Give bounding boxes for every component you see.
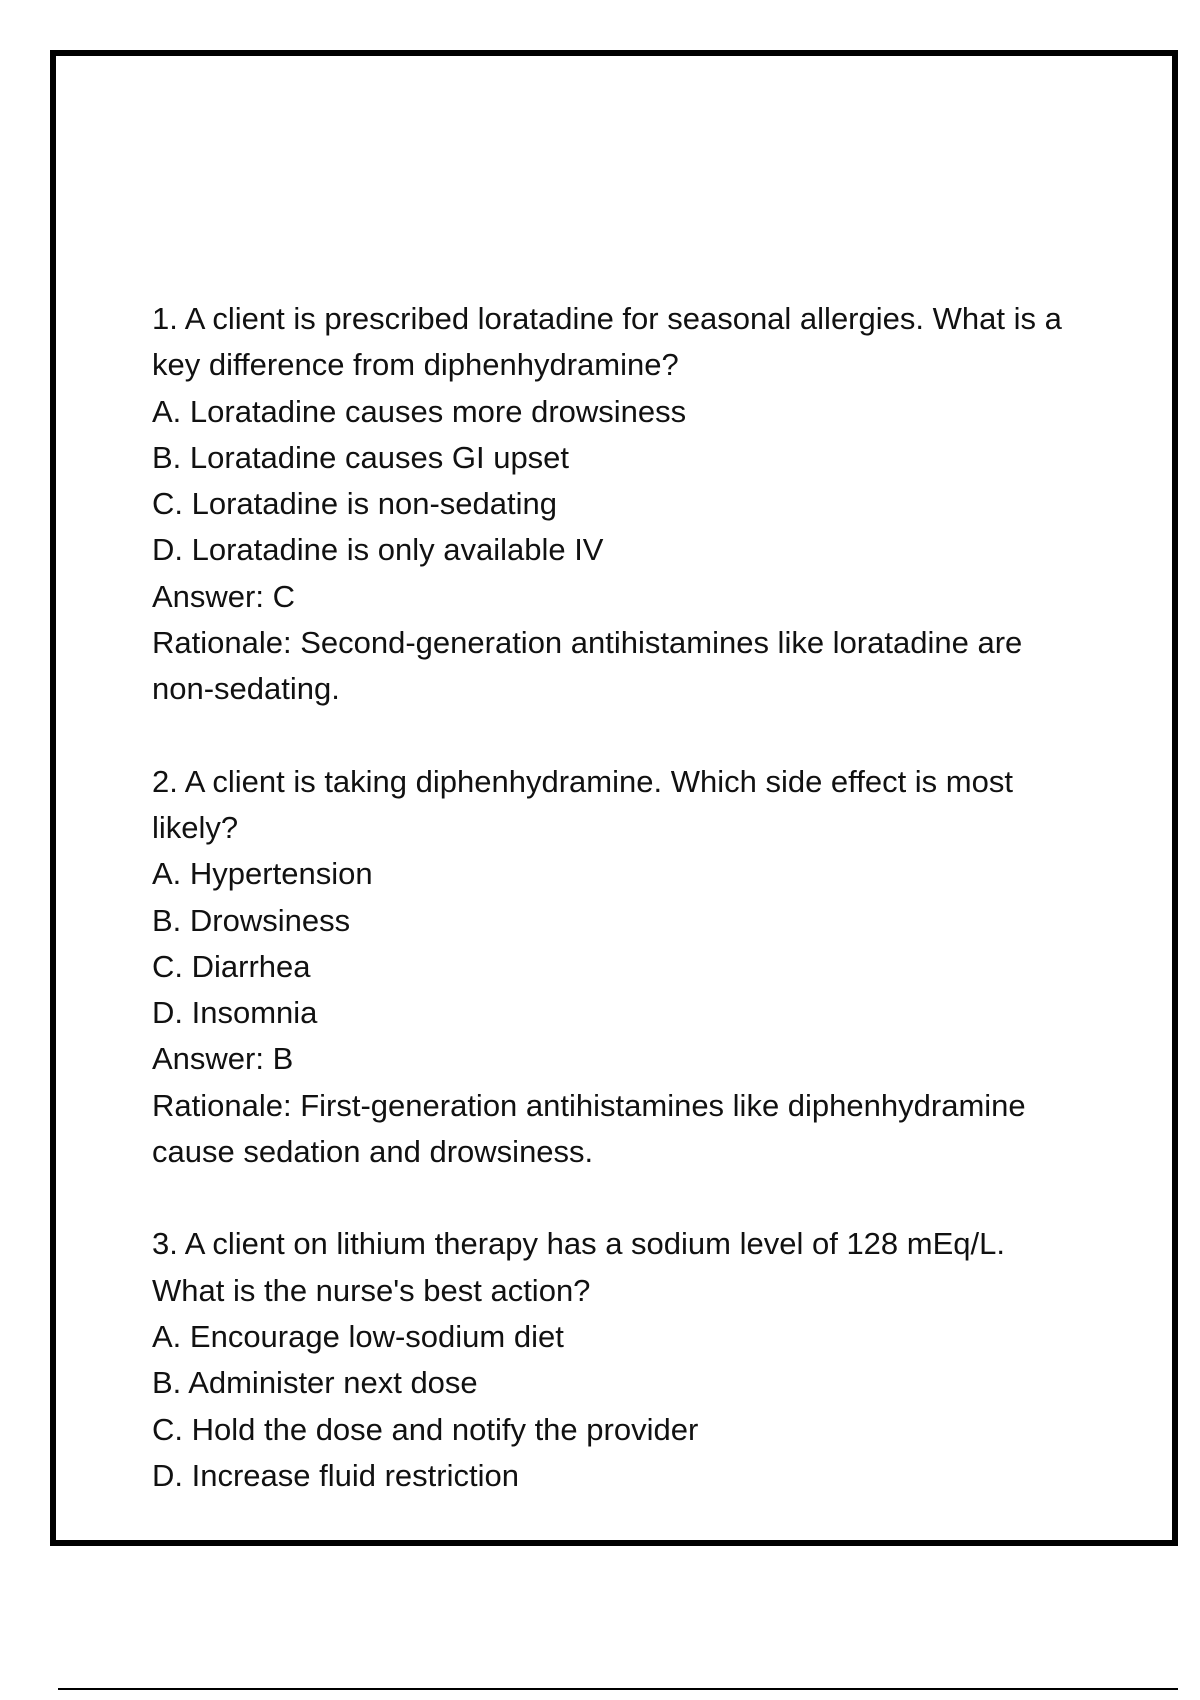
option-b: B. Loratadine causes GI upset (152, 439, 570, 475)
page-frame (50, 50, 1178, 1546)
question-stem: key difference from diphenhydramine? (152, 347, 679, 383)
question-stem: What is the nurse's best action? (152, 1272, 591, 1308)
option-d: D. Increase fluid restriction (152, 1457, 519, 1493)
option-c: C. Loratadine is non-sedating (152, 486, 557, 522)
question-stem: 2. A client is taking diphenhydramine. Which side effect is most (152, 763, 1013, 799)
question-3 (152, 1221, 1142, 1499)
rationale: non-sedating. (152, 671, 340, 707)
question-stem: 1. A client is prescribed loratadine for seasonal allergies. What is a (152, 301, 1062, 336)
option-c: C. Diarrhea (152, 948, 311, 984)
option-c: C. Hold the dose and notify the provider (152, 1411, 699, 1447)
option-b: B. Administer next dose (152, 1365, 478, 1401)
rationale: cause sedation and drowsiness. (152, 1134, 594, 1170)
question-stem: 3. A client on lithium therapy has a sodium level of 128 mEq/L. (152, 1226, 1005, 1262)
question-2 (152, 759, 1142, 1176)
option-d: D. Loratadine is only available IV (152, 532, 604, 568)
question-1 (152, 296, 1142, 713)
question-list (152, 296, 1142, 1545)
rationale: Rationale: Second-generation antihistamines like loratadine are (152, 625, 1023, 661)
answer: Answer: C (152, 578, 295, 614)
option-a: A. Encourage low-sodium diet (152, 1318, 564, 1354)
option-b: B. Drowsiness (152, 902, 351, 938)
bottom-divider (58, 1688, 1178, 1690)
answer: Answer: B (152, 1041, 294, 1077)
option-a: A. Hypertension (152, 856, 373, 892)
option-d: D. Insomnia (152, 995, 318, 1031)
option-a: A. Loratadine causes more drowsiness (152, 393, 687, 429)
question-stem: likely? (152, 809, 239, 845)
rationale: Rationale: First-generation antihistamines like diphenhydramine (152, 1087, 1026, 1123)
